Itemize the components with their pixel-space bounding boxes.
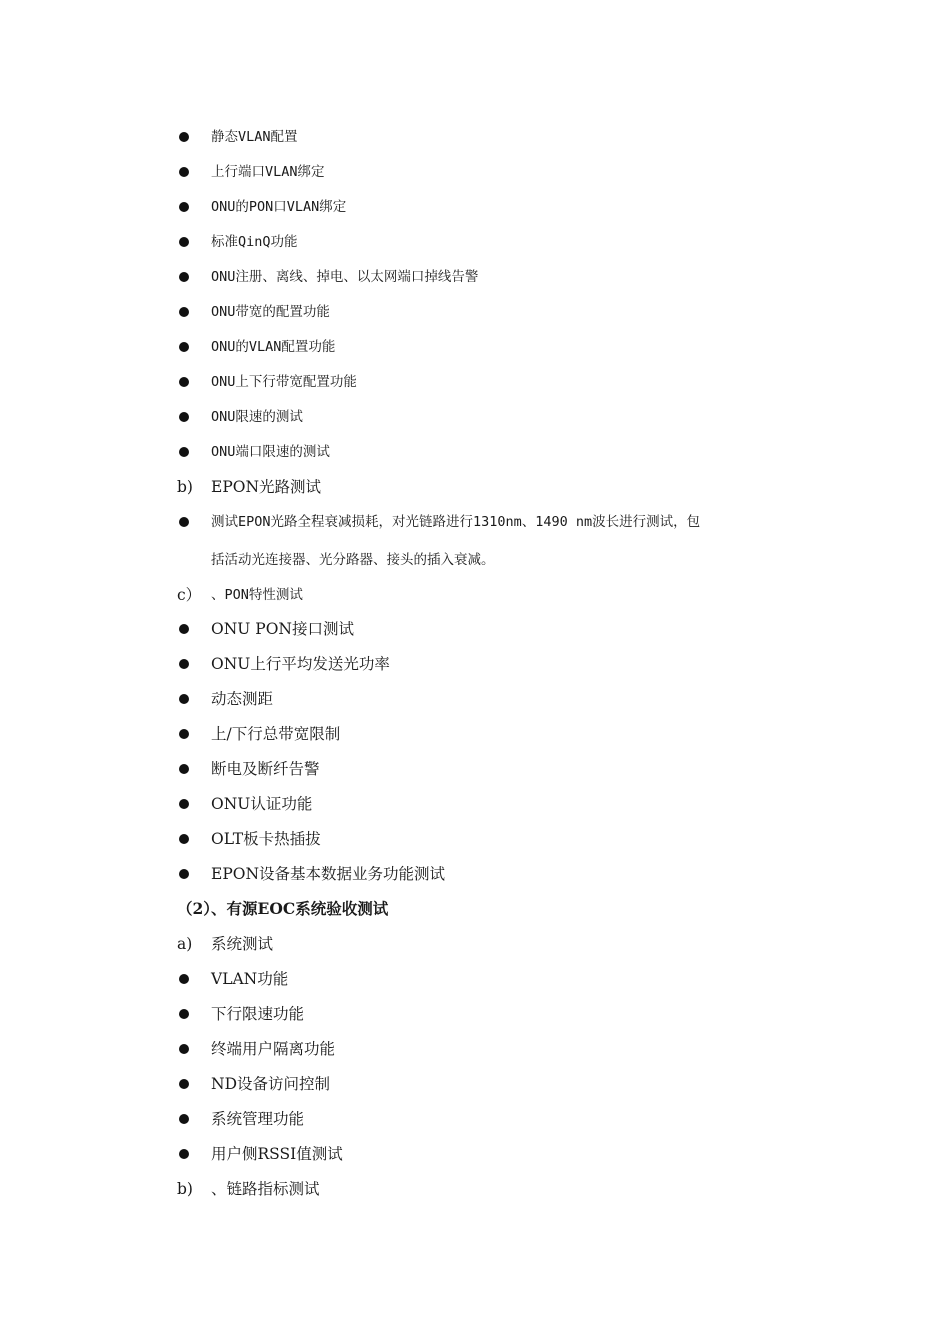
item-text: OLT板卡热插拔	[211, 830, 321, 848]
bullet-icon	[179, 1114, 189, 1124]
sub-item	[0, 475, 950, 499]
bullet-icon	[179, 307, 189, 317]
bullet-icon	[179, 132, 189, 142]
item-text: 动态测距	[211, 690, 274, 708]
bullet-icon	[179, 447, 189, 457]
bullet-icon	[179, 377, 189, 387]
item-marker: a)	[177, 935, 193, 953]
list-item	[0, 792, 950, 816]
list-item	[0, 1107, 950, 1131]
item-text: 、PON特性测试	[211, 587, 303, 603]
list-item	[0, 1037, 950, 1061]
item-text: ONU PON接口测试	[211, 620, 354, 638]
item-marker: b)	[177, 1180, 193, 1198]
list-item	[0, 440, 950, 464]
bullet-icon	[179, 342, 189, 352]
bullet-icon	[179, 729, 189, 739]
item-text: ONU的PON口VLAN绑定	[211, 199, 347, 215]
item-text: 括活动光连接器、光分路器、接头的插入衰减。	[211, 552, 495, 568]
item-text: EPON设备基本数据业务功能测试	[211, 865, 446, 883]
list-item	[0, 967, 950, 991]
item-text: ONU带宽的配置功能	[211, 304, 330, 320]
list-item	[0, 1142, 950, 1166]
item-text: 用户侧RSSI值测试	[211, 1145, 343, 1163]
sub-item	[0, 1177, 950, 1201]
list-item	[0, 687, 950, 711]
bullet-icon	[179, 1149, 189, 1159]
list-item	[0, 230, 950, 254]
item-marker: c）	[177, 586, 202, 604]
bullet-icon	[179, 659, 189, 669]
list-item	[0, 300, 950, 324]
item-text: 标准QinQ功能	[211, 234, 298, 250]
list-item	[0, 652, 950, 676]
item-text: ONU限速的测试	[211, 409, 303, 425]
bullet-icon	[179, 237, 189, 247]
heading-text: （2）、有源EOC系统验收测试	[177, 899, 389, 918]
item-text: ONU上下行带宽配置功能	[211, 374, 357, 390]
item-text: 测试EPON光路全程衰减损耗，对光链路进行1310nm、1490 nm波长进行测试，包	[211, 514, 701, 530]
list-item	[0, 757, 950, 781]
item-text: VLAN功能	[211, 970, 289, 988]
item-text: EPON光路测试	[211, 478, 322, 496]
sub-item	[0, 583, 950, 607]
item-text: 终端用户隔离功能	[211, 1040, 336, 1058]
bullet-icon	[179, 412, 189, 422]
list-item	[0, 335, 950, 359]
list-item	[0, 510, 950, 534]
bullet-icon	[179, 1044, 189, 1054]
list-item	[0, 862, 950, 886]
item-text: 、链路指标测试	[211, 1180, 320, 1198]
list-item	[0, 125, 950, 149]
bullet-icon	[179, 694, 189, 704]
item-text: 上行端口VLAN绑定	[211, 164, 325, 180]
list-item	[0, 548, 950, 572]
list-item	[0, 195, 950, 219]
item-text: 断电及断纤告警	[211, 760, 320, 778]
bullet-icon	[179, 1079, 189, 1089]
item-text: 系统测试	[211, 935, 274, 953]
bullet-icon	[179, 764, 189, 774]
list-item	[0, 370, 950, 394]
section-heading	[0, 897, 950, 921]
list-item	[0, 160, 950, 184]
bullet-icon	[179, 974, 189, 984]
bullet-icon	[179, 624, 189, 634]
item-marker: b)	[177, 478, 193, 496]
item-text: ND设备访问控制	[211, 1075, 330, 1093]
item-text: 静态VLAN配置	[211, 129, 298, 145]
item-text: 上/下行总带宽限制	[211, 725, 341, 743]
list-item	[0, 722, 950, 746]
item-text: ONU的VLAN配置功能	[211, 339, 336, 355]
bullet-icon	[179, 272, 189, 282]
bullet-icon	[179, 202, 189, 212]
bullet-icon	[179, 1009, 189, 1019]
bullet-icon	[179, 167, 189, 177]
list-item	[0, 1002, 950, 1026]
item-text: ONU认证功能	[211, 795, 313, 813]
bullet-icon	[179, 517, 189, 527]
item-text: 下行限速功能	[211, 1005, 305, 1023]
list-item	[0, 1072, 950, 1096]
item-text: ONU注册、离线、掉电、以太网端口掉线告警	[211, 269, 479, 285]
list-item	[0, 265, 950, 289]
list-item	[0, 827, 950, 851]
bullet-icon	[179, 834, 189, 844]
list-item	[0, 405, 950, 429]
item-text: 系统管理功能	[211, 1110, 305, 1128]
sub-item	[0, 932, 950, 956]
list-item	[0, 617, 950, 641]
item-text: ONU上行平均发送光功率	[211, 655, 390, 673]
bullet-icon	[179, 869, 189, 879]
bullet-icon	[179, 799, 189, 809]
item-text: ONU端口限速的测试	[211, 444, 330, 460]
